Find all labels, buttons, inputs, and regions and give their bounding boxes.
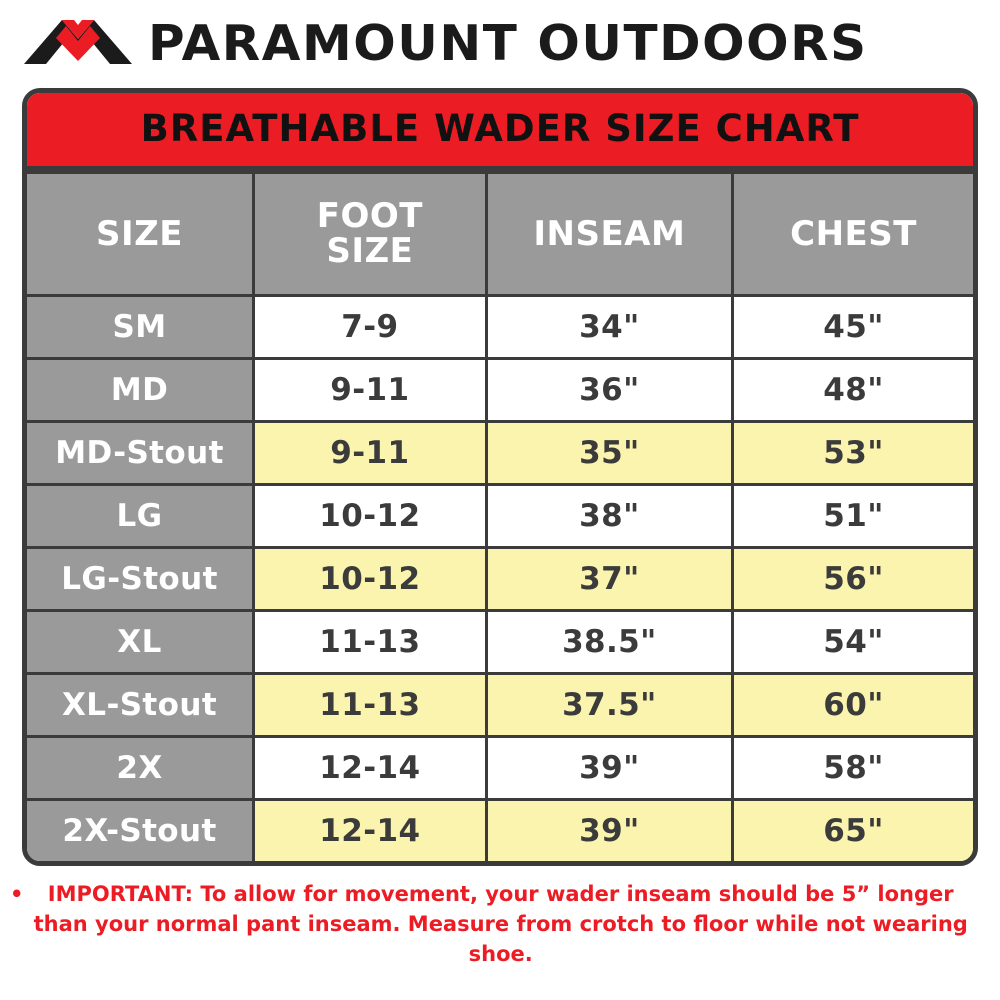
cell-chest: 58" <box>733 737 973 800</box>
table-row <box>27 548 973 611</box>
cell-foot-size: 10-12 <box>254 548 487 611</box>
cell-inseam: 37" <box>486 548 732 611</box>
table-row <box>27 359 973 422</box>
cell-size: LG-Stout <box>27 548 254 611</box>
cell-chest: 48" <box>733 359 973 422</box>
footnote <box>10 880 972 969</box>
table-header-row <box>27 173 973 296</box>
cell-chest: 53" <box>733 422 973 485</box>
cell-foot-size: 9-11 <box>254 422 487 485</box>
cell-inseam: 39" <box>486 737 732 800</box>
bullet-icon: • <box>10 882 24 906</box>
cell-size: 2X-Stout <box>27 800 254 862</box>
cell-inseam: 34" <box>486 296 732 359</box>
cell-chest: 45" <box>733 296 973 359</box>
cell-size: 2X <box>27 737 254 800</box>
table-row <box>27 800 973 862</box>
table-header <box>27 173 973 296</box>
cell-foot-size: 10-12 <box>254 485 487 548</box>
size-chart-table <box>27 171 973 861</box>
table-row <box>27 737 973 800</box>
table-row <box>27 674 973 737</box>
cell-inseam: 39" <box>486 800 732 862</box>
table-row <box>27 296 973 359</box>
table-row <box>27 422 973 485</box>
cell-size: XL-Stout <box>27 674 254 737</box>
size-chart-card <box>22 88 978 866</box>
cell-size: XL <box>27 611 254 674</box>
cell-inseam: 35" <box>486 422 732 485</box>
cell-chest: 65" <box>733 800 973 862</box>
table-row <box>27 485 973 548</box>
brand-header <box>0 0 1000 78</box>
cell-inseam: 38.5" <box>486 611 732 674</box>
cell-foot-size: 12-14 <box>254 800 487 862</box>
cell-chest: 51" <box>733 485 973 548</box>
cell-inseam: 38" <box>486 485 732 548</box>
footnote-text: IMPORTANT: To allow for movement, your wader inseam should be 5” longer than your normal pant inseam. Measure from crotch to floor while not wearing shoe. <box>33 882 968 966</box>
cell-inseam: 37.5" <box>486 674 732 737</box>
table-body <box>27 296 973 862</box>
cell-chest: 54" <box>733 611 973 674</box>
cell-size: MD-Stout <box>27 422 254 485</box>
cell-chest: 56" <box>733 548 973 611</box>
column-header-chest: CHEST <box>733 173 973 296</box>
cell-foot-size: 11-13 <box>254 674 487 737</box>
cell-size: LG <box>27 485 254 548</box>
cell-chest: 60" <box>733 674 973 737</box>
column-header-foot-size: FOOT SIZE <box>254 173 487 296</box>
column-header-inseam: INSEAM <box>486 173 732 296</box>
cell-foot-size: 11-13 <box>254 611 487 674</box>
brand-name: PARAMOUNT OUTDOORS <box>148 14 868 72</box>
cell-foot-size: 9-11 <box>254 359 487 422</box>
chart-title: BREATHABLE WADER SIZE CHART <box>27 93 973 171</box>
column-header-size: SIZE <box>27 173 254 296</box>
cell-foot-size: 12-14 <box>254 737 487 800</box>
cell-foot-size: 7-9 <box>254 296 487 359</box>
cell-size: SM <box>27 296 254 359</box>
cell-inseam: 36" <box>486 359 732 422</box>
cell-size: MD <box>27 359 254 422</box>
mountain-chevron-logo-icon <box>22 14 134 72</box>
table-row <box>27 611 973 674</box>
